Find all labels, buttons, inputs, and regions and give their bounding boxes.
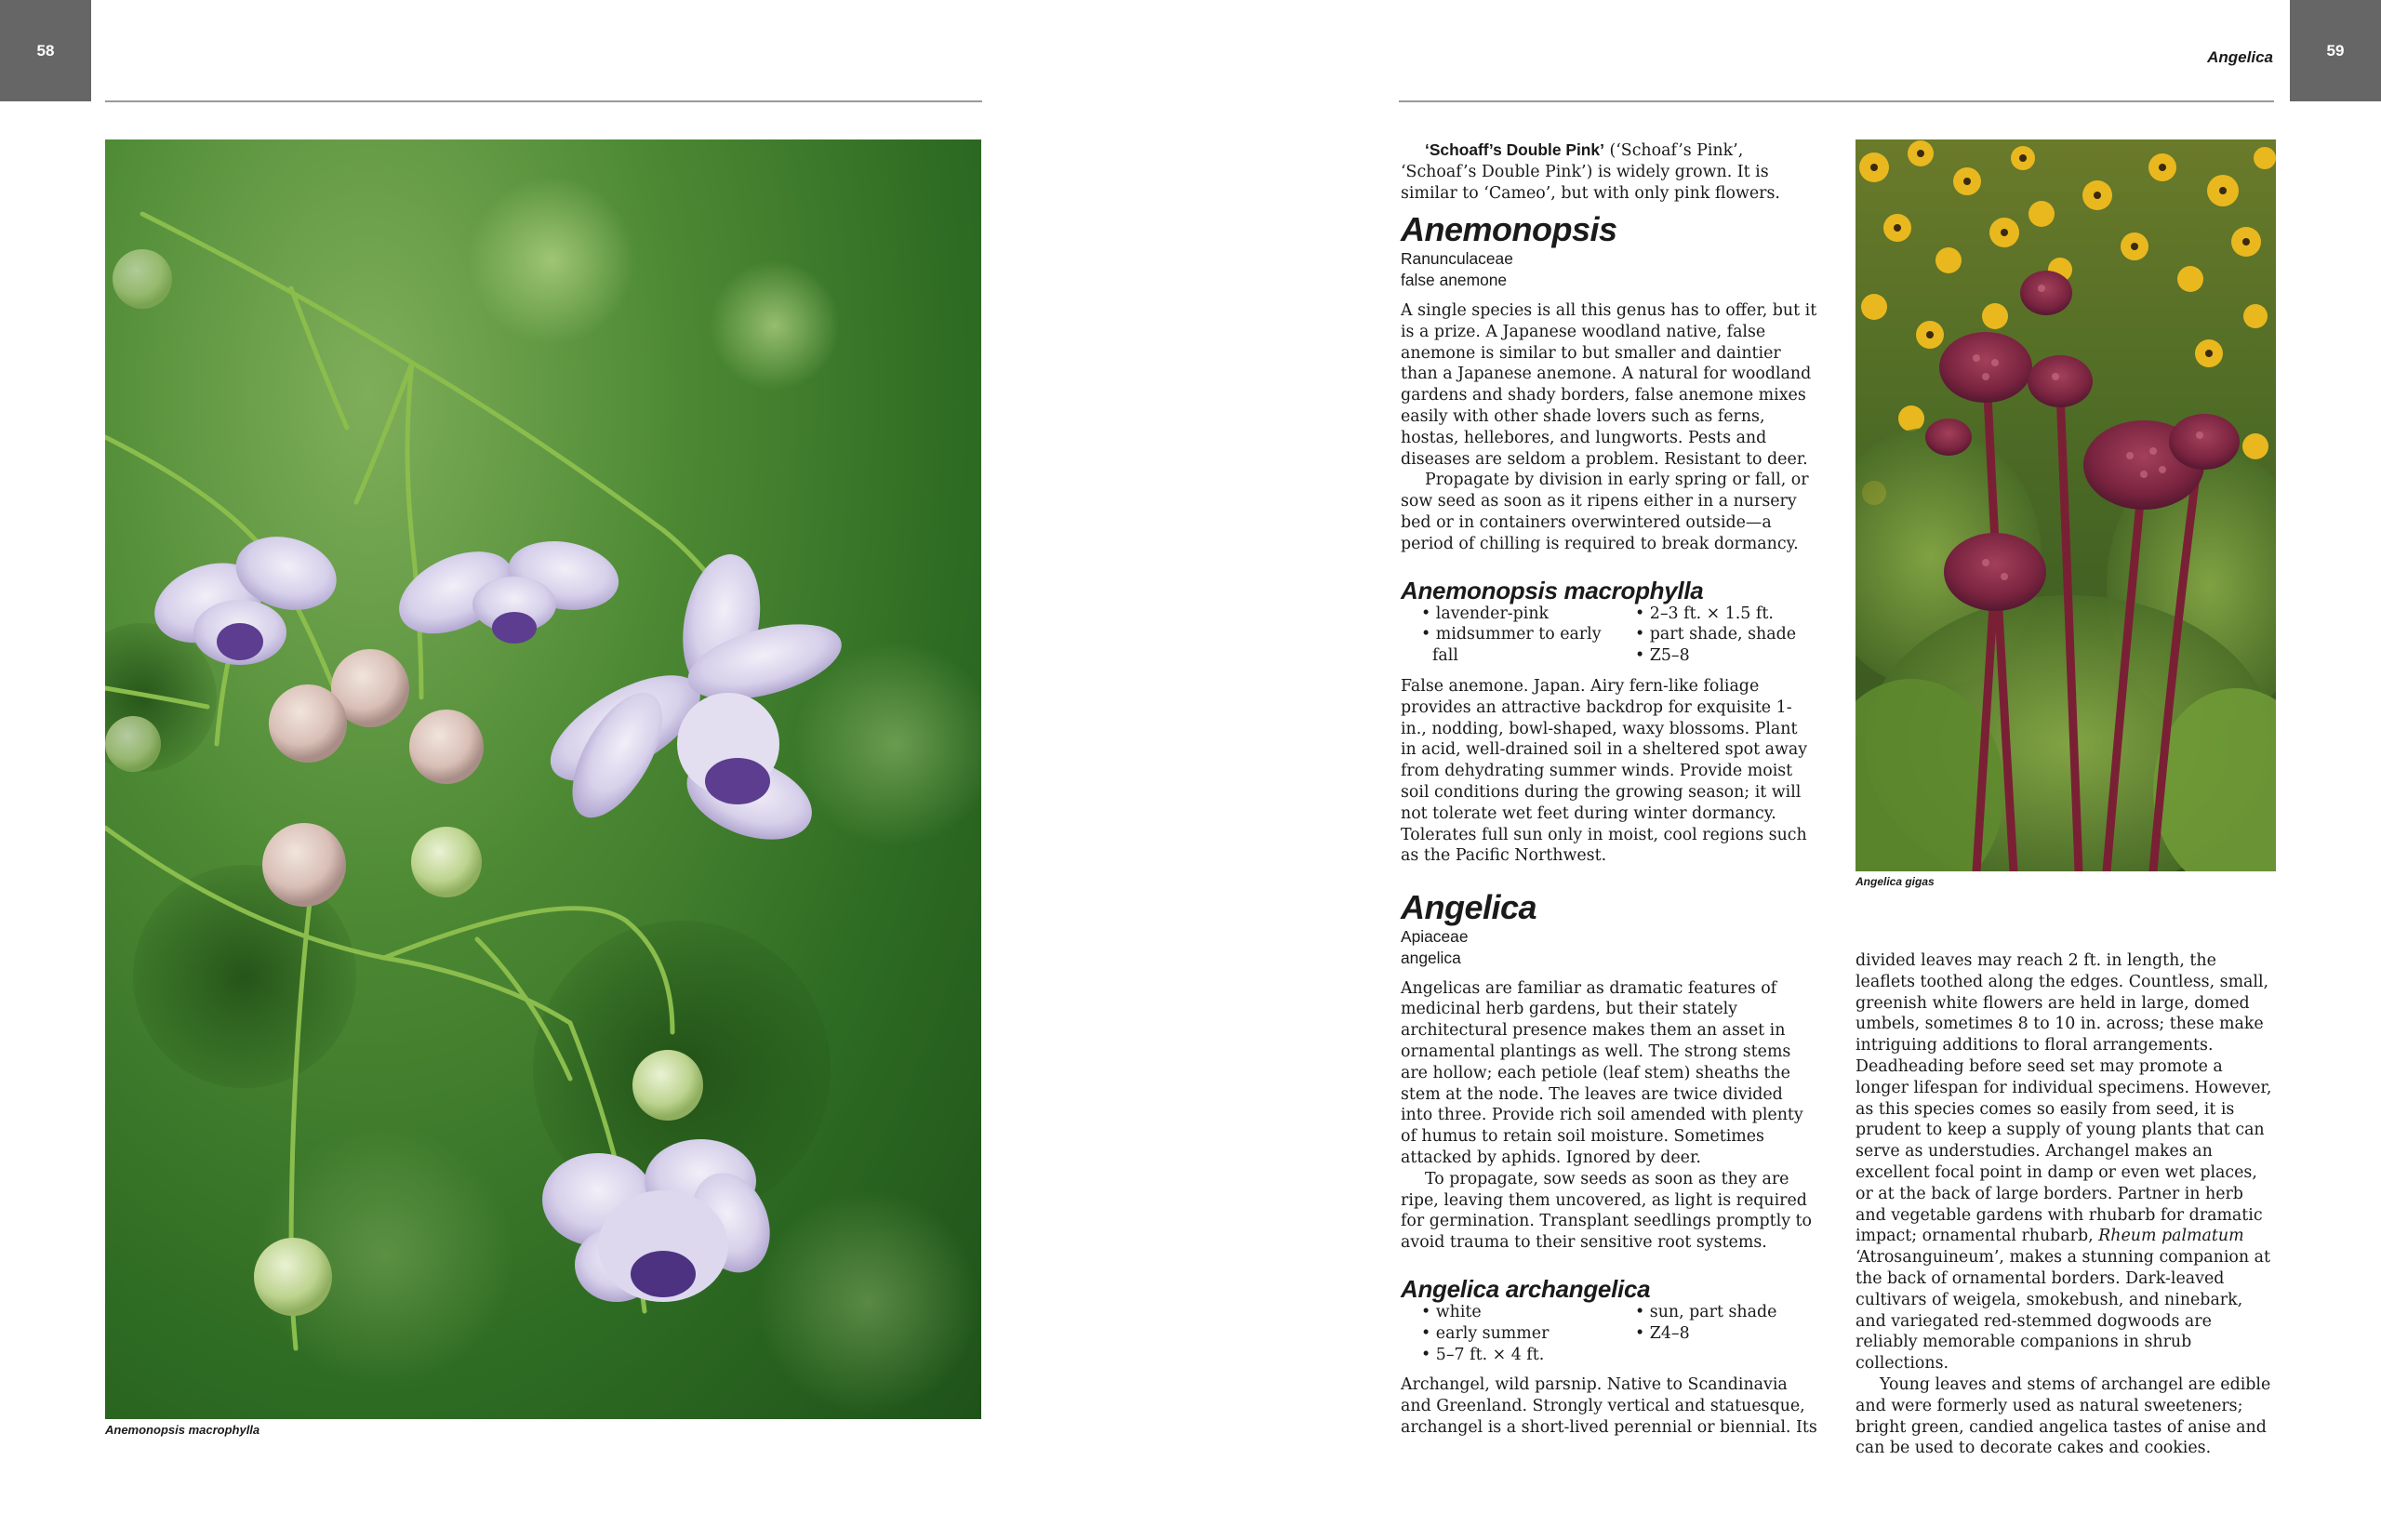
spec-exposure: • sun, part shade (1635, 1302, 1777, 1321)
photo-angelica-gigas (1856, 139, 2276, 871)
spec-bloom-time: • midsummer to early (1421, 625, 1602, 644)
edible-uses-paragraph: Young leaves and stems of archangel are edible and were formerly used as natural sweeteners; bright green, candied angelica tastes of anise and can be used to decorate cakes and cookies. (1856, 1374, 2271, 1458)
genus-title-angelica: Angelica (1401, 888, 1537, 926)
spec-bloom-time-cont: fall (1432, 646, 1458, 666)
species-description: Archangel, wild parsnip. Native to Scandinavia and Greenland. Strongly vertical and statuesque, archangel is a short-lived perennial or biennial. Its (1401, 1375, 1817, 1437)
page-number-right: 59 (2290, 0, 2381, 101)
spec-color: • lavender-pink (1421, 604, 1550, 623)
species-specs (1401, 1302, 1817, 1365)
photo-caption-right: Angelica gigas (1856, 875, 1935, 888)
propagation-paragraph: To propagate, sow seeds as soon as they are ripe, leaving them uncovered, as light is required for germination. Transplant seedlings promptly to avoid trauma to their sensitive root systems. (1401, 1169, 1813, 1253)
spec-zone: • Z5–8 (1635, 646, 1690, 666)
species-title-angelica-archangelica: Angelica archangelica (1401, 1274, 1651, 1303)
spec-size: • 2–3 ft. × 1.5 ft. (1635, 604, 1774, 623)
spec-zone: • Z4–8 (1635, 1323, 1690, 1343)
page-number-left: 58 (0, 0, 91, 101)
spec-exposure: • part shade, shade (1635, 625, 1797, 644)
propagation-paragraph: Propagate by division in early spring or fall, or sow seed as soon as it ripens either in a nursery bed or in containers overwintered outside—a period of chilling is required to break dormancy. (1401, 471, 1809, 553)
spec-bloom-time: • early summer (1421, 1323, 1550, 1343)
common-name: false anemone (1401, 271, 1508, 290)
photo-anemonopsis (105, 139, 981, 1419)
species-description-continued: divided leaves may reach 2 ft. in length, the leaflets toothed along the edges. Countless, small, greenish white flowers are held in large, domed umbels, sometimes 8 to 10 in. across; these make intriguing additions to floral arrangements. Deadheading before seed set may promote a longer lifespan for individual specimens. However, as this species comes so easily from seed, it is prudent to keep a supply of young plants that can serve as understudies. Archangel makes an excellent focal point in damp or even wet places, or at the back of large borders. Partner in herb and vegetable gardens with rhubarb for dramatic impact; ornamental rhubarb, Rheum palmatum ‘Atrosanguineum’, makes a stunning companion at the back of ornamental borders. Dark-leaved cultivars of weigela, smokebush, and ninebark, and variegated red-stemmed dogwoods are reliably memorable companions in shrub collections. (1856, 951, 2272, 1374)
header-rule-left (105, 100, 982, 102)
running-head: Angelica (2207, 48, 2273, 66)
species-title-anemonopsis-macrophylla: Anemonopsis macrophylla (1401, 576, 1704, 604)
spec-size: • 5–7 ft. × 4 ft. (1421, 1345, 1545, 1364)
intro-paragraph: ‘Schoaff’s Double Pink’ (‘Schoaf’s Pink’, ‘Schoaf’s Double Pink’) is widely grown. It is similar to ‘Cameo’, but with only pink flowers. (1401, 140, 1780, 203)
genus-title-anemonopsis: Anemonopsis (1401, 210, 1617, 249)
family-name: Ranunculaceae (1401, 249, 1513, 269)
photo-caption-left: Anemonopsis macrophylla (105, 1423, 260, 1437)
text-column-left (1401, 139, 1817, 867)
species-specs (1401, 604, 1817, 667)
text-column-left-lower (1401, 882, 1817, 1439)
genus-description: A single species is all this genus has to offer, but it is a prize. A Japanese woodland native, false anemone is similar to but smaller and daintier than a Japanese anemone. A natural for woodland gardens and shady borders, false anemone mixes easily with other shade lovers such as ferns, hostas, hellebores, and lungworts. Pests and diseases are seldom a problem. Resistant to deer. (1401, 300, 1817, 469)
genus-description: Angelicas are familiar as dramatic features of medicinal herb gardens, but their stately architectural presence makes them an asset in ornamental plantings as well. The strong stems are hollow; each petiole (leaf stem) sheaths the stem at the node. The leaves are twice divided into three. Provide rich soil amended with plenty of humus to retain soil moisture. Sometimes attacked by aphids. Ignored by deer. (1401, 978, 1803, 1167)
text-column-right (1856, 950, 2276, 1459)
common-name: angelica (1401, 948, 1461, 967)
spec-color: • white (1421, 1302, 1482, 1321)
family-name: Apiaceae (1401, 927, 1469, 946)
species-description: False anemone. Japan. Airy fern-like foliage provides an attractive backdrop for exquisite 1-in., nodding, bowl-shaped, waxy blossoms. Plant in acid, well-drained soil in a sheltered spot away from dehydrating summer winds. Provide moist soil conditions during the growing season; it will not tolerate wet feet during winter dormancy. Tolerates full sun only in moist, cool regions such as the Pacific Northwest. (1401, 676, 1808, 866)
header-rule-right (1399, 100, 2274, 102)
